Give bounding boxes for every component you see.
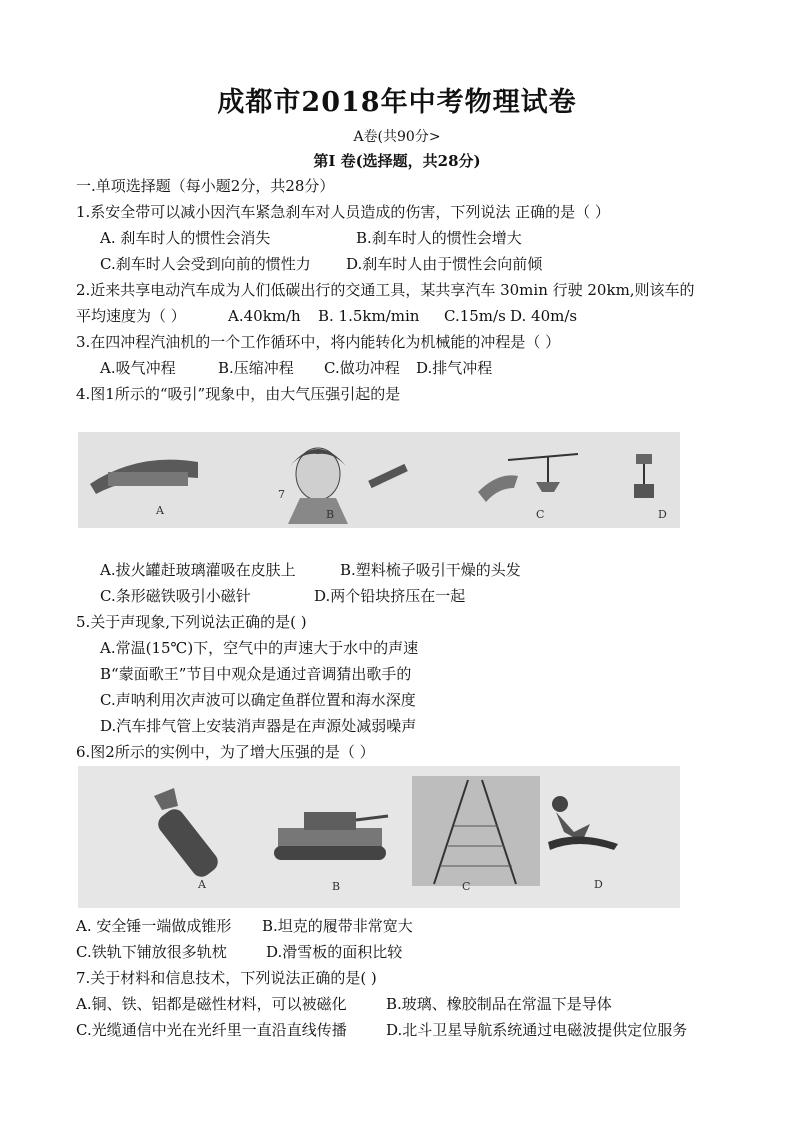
- q4-option-b: B.塑料梳子吸引干燥的头发: [340, 561, 521, 579]
- q3-option-b: B.压缩冲程: [218, 359, 294, 377]
- figure-1-label-a: A: [156, 504, 164, 517]
- figure-1-label-d: D: [658, 508, 667, 521]
- q1-option-a: A. 刹车时人的惯性会消失: [100, 229, 271, 247]
- figure-1-label-c: C: [536, 508, 545, 521]
- q1-option-d: D.刹车时人由于惯性会向前倾: [346, 255, 543, 273]
- q2-option-c: C.15m/s: [444, 307, 506, 325]
- figure-1-panel-b-number: 7: [278, 488, 285, 501]
- figure-2-label-b: B: [332, 880, 341, 893]
- q2-option-b: B. 1.5km/min: [318, 307, 420, 325]
- q5-option-c: C.声呐利用次声波可以确定鱼群位置和海水深度: [100, 691, 416, 709]
- q3-option-a: A.吸气冲程: [100, 359, 176, 377]
- figure-2-label-c: C: [462, 880, 471, 893]
- figure-2-label-d: D: [594, 878, 603, 891]
- figure-1-image: [78, 432, 680, 528]
- q7-stem: 7.关于材料和信息技术，下列说法正确的是( ): [76, 969, 377, 987]
- figure-1-label-b: B: [326, 508, 335, 521]
- figure-2-label-a: A: [198, 878, 206, 891]
- part-heading: 第Ⅰ 卷(选择题，共28分): [313, 152, 481, 170]
- q5-option-a: A.常温(15℃)下，空气中的声速大于水中的声速: [100, 639, 419, 657]
- q7-option-b: B.玻璃、橡胶制品在常温下是导体: [386, 995, 612, 1013]
- q7-option-d: D.北斗卫星导航系统通过电磁波提供定位服务: [386, 1021, 688, 1039]
- q2-option-d: D. 40m/s: [510, 307, 578, 325]
- q2-stem-line1: 2.近来共享电动汽车成为人们低碳出行的交通工具，某共享汽车 30min 行驶 20km,则该车的: [76, 281, 695, 299]
- q4-option-c: C.条形磁铁吸引小磁针: [100, 587, 251, 605]
- q5-option-b: B“蒙面歌王”节目中观众是通过音调猜出歌手的: [100, 665, 412, 683]
- q1-option-c: C.刹车时人会受到向前的惯性力: [100, 255, 311, 273]
- q2-stem-line2: 平均速度为（ ）: [76, 307, 186, 325]
- section-heading: 一.单项选择题（每小题2分，共28分）: [76, 177, 335, 195]
- q1-stem: 1.系安全带可以减小因汽车紧急刹车对人员造成的伤害，下列说法 正确的是（ ）: [76, 203, 610, 221]
- q5-option-d: D.汽车排气管上安装消声器是在声源处减弱噪声: [100, 717, 417, 735]
- q7-option-c: C.光缆通信中光在光纤里一直沿直线传播: [76, 1021, 347, 1039]
- q5-stem: 5.关于声现象,下列说法正确的是( ): [76, 613, 307, 631]
- figure-2-image: [78, 766, 680, 908]
- q3-option-c: C.做功冲程: [324, 359, 400, 377]
- q3-stem: 3.在四冲程汽油机的一个工作循环中，将内能转化为机械能的冲程是（ ）: [76, 333, 561, 351]
- q1-option-b: B.刹车时人的惯性会增大: [356, 229, 522, 247]
- q7-option-a: A.铜、铁、铝都是磁性材料，可以被磁化: [76, 995, 347, 1013]
- q6-option-b: B.坦克的履带非常宽大: [262, 917, 413, 935]
- q4-stem: 4.图1所示的“吸引”现象中，由大气压强引起的是: [76, 385, 401, 403]
- q6-option-c: C.铁轨下铺放很多轨枕: [76, 943, 227, 961]
- q2-option-a: A.40km/h: [228, 307, 301, 325]
- q6-option-a: A. 安全锤一端做成锥形: [76, 917, 232, 935]
- q4-option-d: D.两个铅块挤压在一起: [314, 587, 466, 605]
- figure-2-panel-c: [412, 776, 540, 893]
- page-title: 成都市2018年中考物理试卷: [217, 87, 577, 118]
- q3-option-d: D.排气冲程: [416, 359, 493, 377]
- q6-option-d: D.滑雪板的面积比较: [266, 943, 403, 961]
- paper-subtitle: A卷(共90分>: [353, 129, 441, 145]
- q6-stem: 6.图2所示的实例中，为了增大压强的是（ ）: [76, 743, 375, 761]
- q4-option-a: A.拔火罐赶玻璃灌吸在皮肤上: [100, 561, 296, 579]
